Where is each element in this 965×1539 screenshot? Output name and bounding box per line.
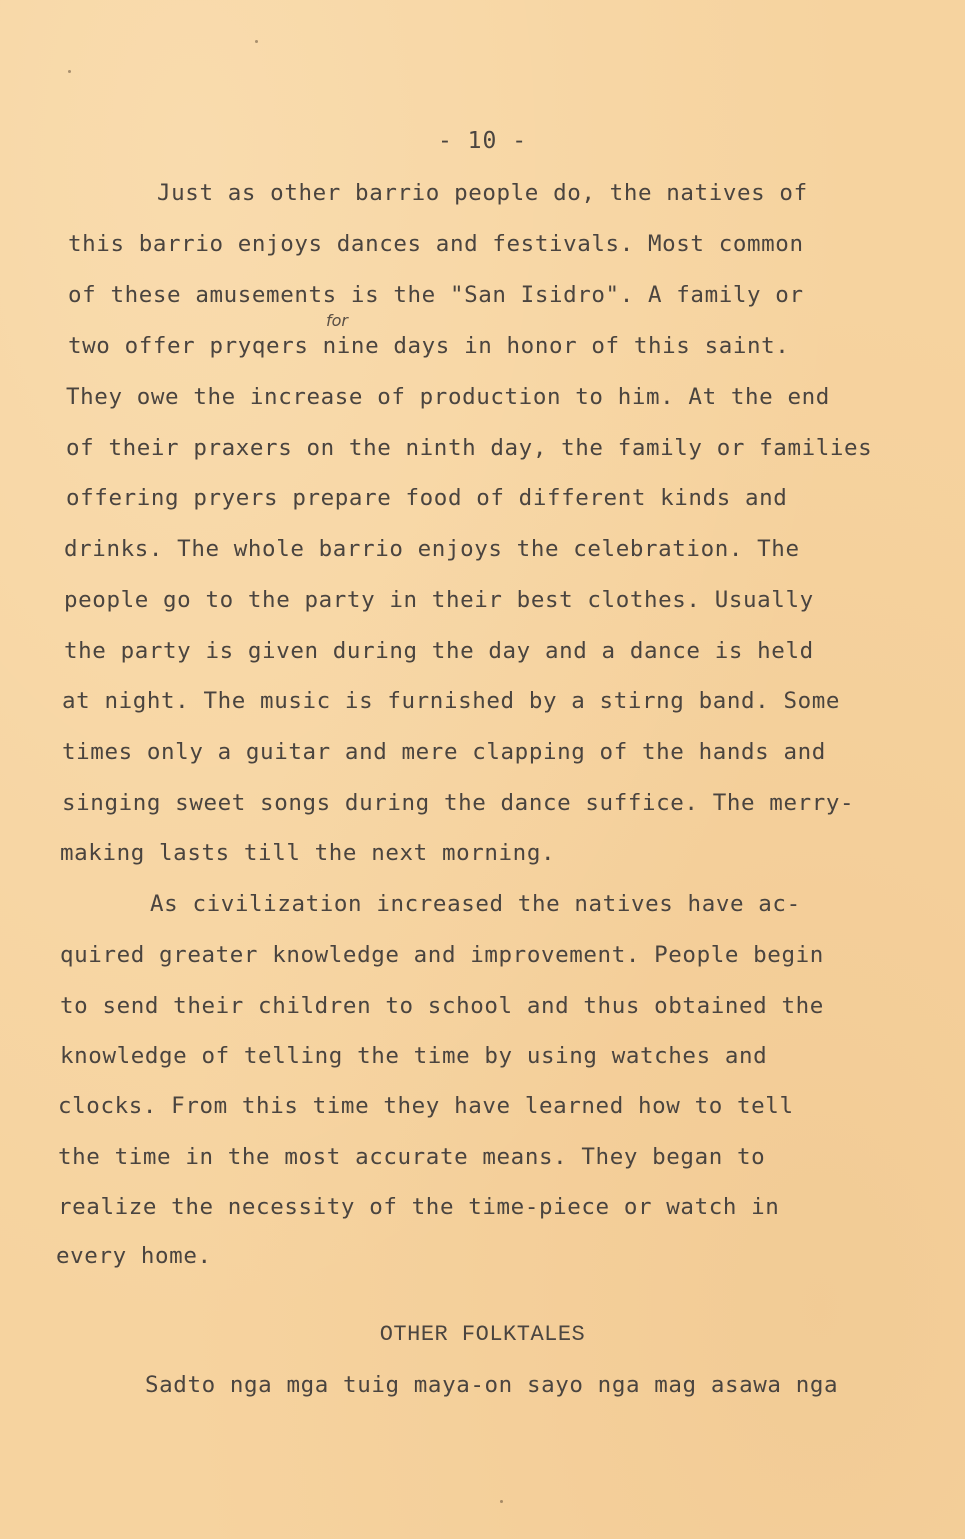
closing-line: Sadto nga mga tuig maya-on sayo nga mag asawa nga [145, 1372, 839, 1398]
paragraph-1-line-11: at night. The music is furnished by a stirng band. Some [62, 688, 841, 714]
paragraph-1-line-5: They owe the increase of production to him. At the end [66, 384, 830, 410]
paragraph-1-line-8: drinks. The whole barrio enjoys the celebration. The [64, 536, 800, 562]
paragraph-2-line-4: knowledge of telling the time by using watches and [60, 1043, 768, 1069]
section-heading: OTHER FOLKTALES [379, 1322, 586, 1347]
paragraph-1-line-2: this barrio enjoys dances and festivals. Most common [68, 231, 804, 257]
paragraph-2-line-6: the time in the most accurate means. They began to [58, 1144, 766, 1170]
paragraph-2-line-8: every home. [56, 1243, 212, 1269]
paragraph-1-line-3: of these amusements is the "San Isidro". A family or [68, 282, 804, 308]
paragraph-1-line-13: singing sweet songs during the dance suffice. The merry- [62, 790, 855, 816]
paragraph-2-line-5: clocks. From this time they have learned how to tell [58, 1093, 794, 1119]
paragraph-1-line-14: making lasts till the next morning. [60, 840, 556, 866]
paragraph-2-line-3: to send their children to school and thus obtained the [60, 993, 824, 1019]
page-number: - 10 - [437, 128, 528, 154]
paragraph-1-line-12: times only a guitar and mere clapping of the hands and [62, 739, 826, 765]
paragraph-2-line-1: As civilization increased the natives have ac- [150, 891, 801, 917]
paragraph-1-line-1: Just as other barrio people do, the natives of [157, 180, 808, 206]
paragraph-1-line-10: the party is given during the day and a dance is held [64, 638, 814, 664]
handwritten-insertion-mark: for [326, 311, 348, 330]
paper-speck [500, 1500, 503, 1503]
paragraph-2-line-7: realize the necessity of the time-piece or watch in [58, 1194, 780, 1220]
paper-speck [68, 70, 71, 73]
paragraph-1-line-9: people go to the party in their best clothes. Usually [64, 587, 814, 613]
paragraph-1-line-4: two offer pryqers nine days in honor of this saint. [68, 333, 790, 359]
paragraph-1-line-7: offering pryers prepare food of different kinds and [66, 485, 788, 511]
paragraph-1-line-6: of their praxers on the ninth day, the family or families [66, 435, 873, 461]
paper-speck [255, 40, 258, 43]
paragraph-2-line-2: quired greater knowledge and improvement. People begin [60, 942, 824, 968]
